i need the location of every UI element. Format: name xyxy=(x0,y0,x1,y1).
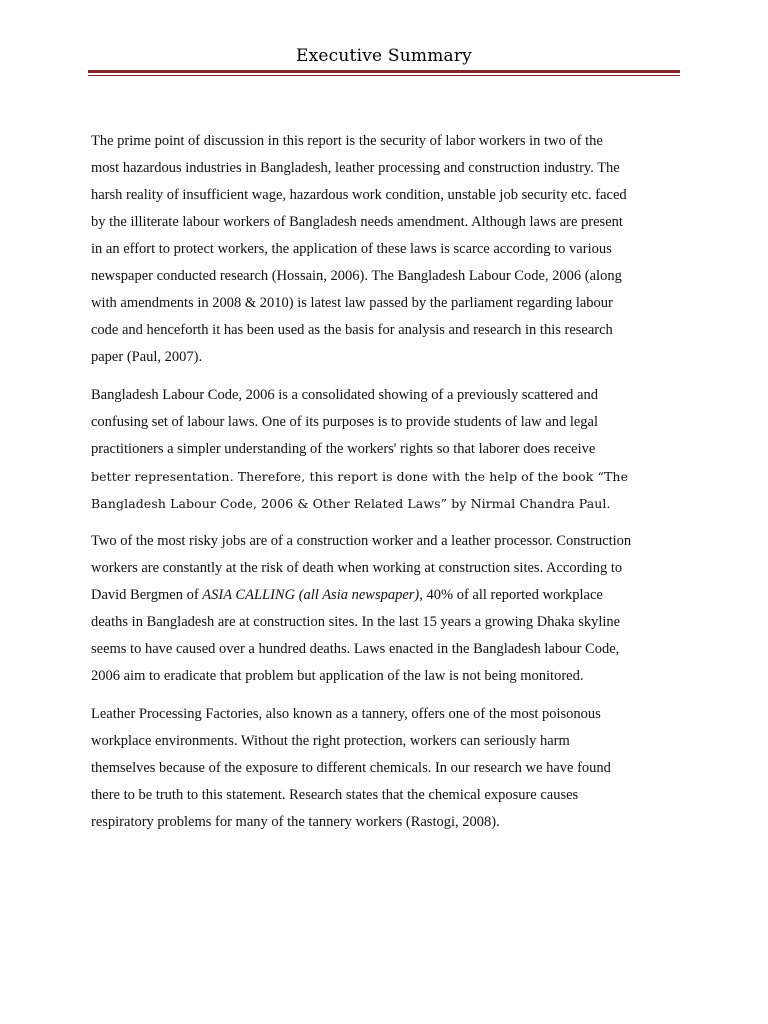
text-line: workplace environments. Without the right protection, workers can seriously harm xyxy=(91,733,570,749)
title-underline-thick xyxy=(88,70,680,73)
text-line xyxy=(91,582,691,609)
text-line: there to be truth to this statement. Research states that the chemical exposure causes xyxy=(91,787,579,803)
page-title: Executive Summary xyxy=(296,46,472,66)
text-line: Two of the most risky jobs are of a construction worker and a leather processor. Construction xyxy=(91,533,632,549)
text-line: 2006 aim to eradicate that problem but application of the law is not being monitored. xyxy=(91,668,584,684)
text-segment: 40% of all reported workplace xyxy=(422,587,603,603)
document-body xyxy=(91,128,691,847)
newspaper-name-italic: ASIA CALLING (all Asia newspaper), xyxy=(202,587,423,603)
text-line: by the illiterate labour workers of Bangladesh needs amendment. Although laws are present xyxy=(91,214,623,230)
text-line: The prime point of discussion in this report is the security of labor workers in two of the xyxy=(91,133,603,149)
paragraph-3 xyxy=(91,528,691,690)
text-line: workers are constantly at the risk of death when working at construction sites. According to xyxy=(91,560,623,576)
text-line: respiratory problems for many of the tannery workers (Rastogi, 2008). xyxy=(91,814,500,830)
text-line: Bangladesh Labour Code, 2006 & Other Related Laws” by Nirmal Chandra Paul. xyxy=(91,496,611,511)
paragraph-2 xyxy=(91,382,691,517)
text-line: practitioners a simpler understanding of the workers' rights so that laborer does receive xyxy=(91,441,596,457)
text-line: Leather Processing Factories, also known as a tannery, offers one of the most poisonous xyxy=(91,706,601,722)
text-line: most hazardous industries in Bangladesh, leather processing and construction industry. The xyxy=(91,160,620,176)
text-line: paper (Paul, 2007). xyxy=(91,349,203,365)
text-line: seems to have caused over a hundred deaths. Laws enacted in the Bangladesh labour Code, xyxy=(91,641,620,657)
text-line: in an effort to protect workers, the application of these laws is scarce according to various xyxy=(91,241,612,257)
text-line: confusing set of labour laws. One of its purposes is to provide students of law and legal xyxy=(91,414,599,430)
text-line: newspaper conducted research (Hossain, 2006). The Bangladesh Labour Code, 2006 (along xyxy=(91,268,622,284)
title-underline-thin xyxy=(88,75,680,76)
paragraph-1 xyxy=(91,128,691,371)
text-line: with amendments in 2008 & 2010) is latest law passed by the parliament regarding labour xyxy=(91,295,613,311)
text-line: code and henceforth it has been used as the basis for analysis and research in this research xyxy=(91,322,613,338)
paragraph-4 xyxy=(91,701,691,836)
text-segment: David Bergmen of xyxy=(91,587,203,603)
text-line: deaths in Bangladesh are at construction sites. In the last 15 years a growing Dhaka skyline xyxy=(91,614,621,630)
text-line: better representation. Therefore, this report is done with the help of the book “The xyxy=(91,469,629,484)
text-line: Bangladesh Labour Code, 2006 is a consolidated showing of a previously scattered and xyxy=(91,387,598,403)
text-line: harsh reality of insufficient wage, hazardous work condition, unstable job security etc. faced xyxy=(91,187,627,203)
text-line: themselves because of the exposure to different chemicals. In our research we have found xyxy=(91,760,611,776)
